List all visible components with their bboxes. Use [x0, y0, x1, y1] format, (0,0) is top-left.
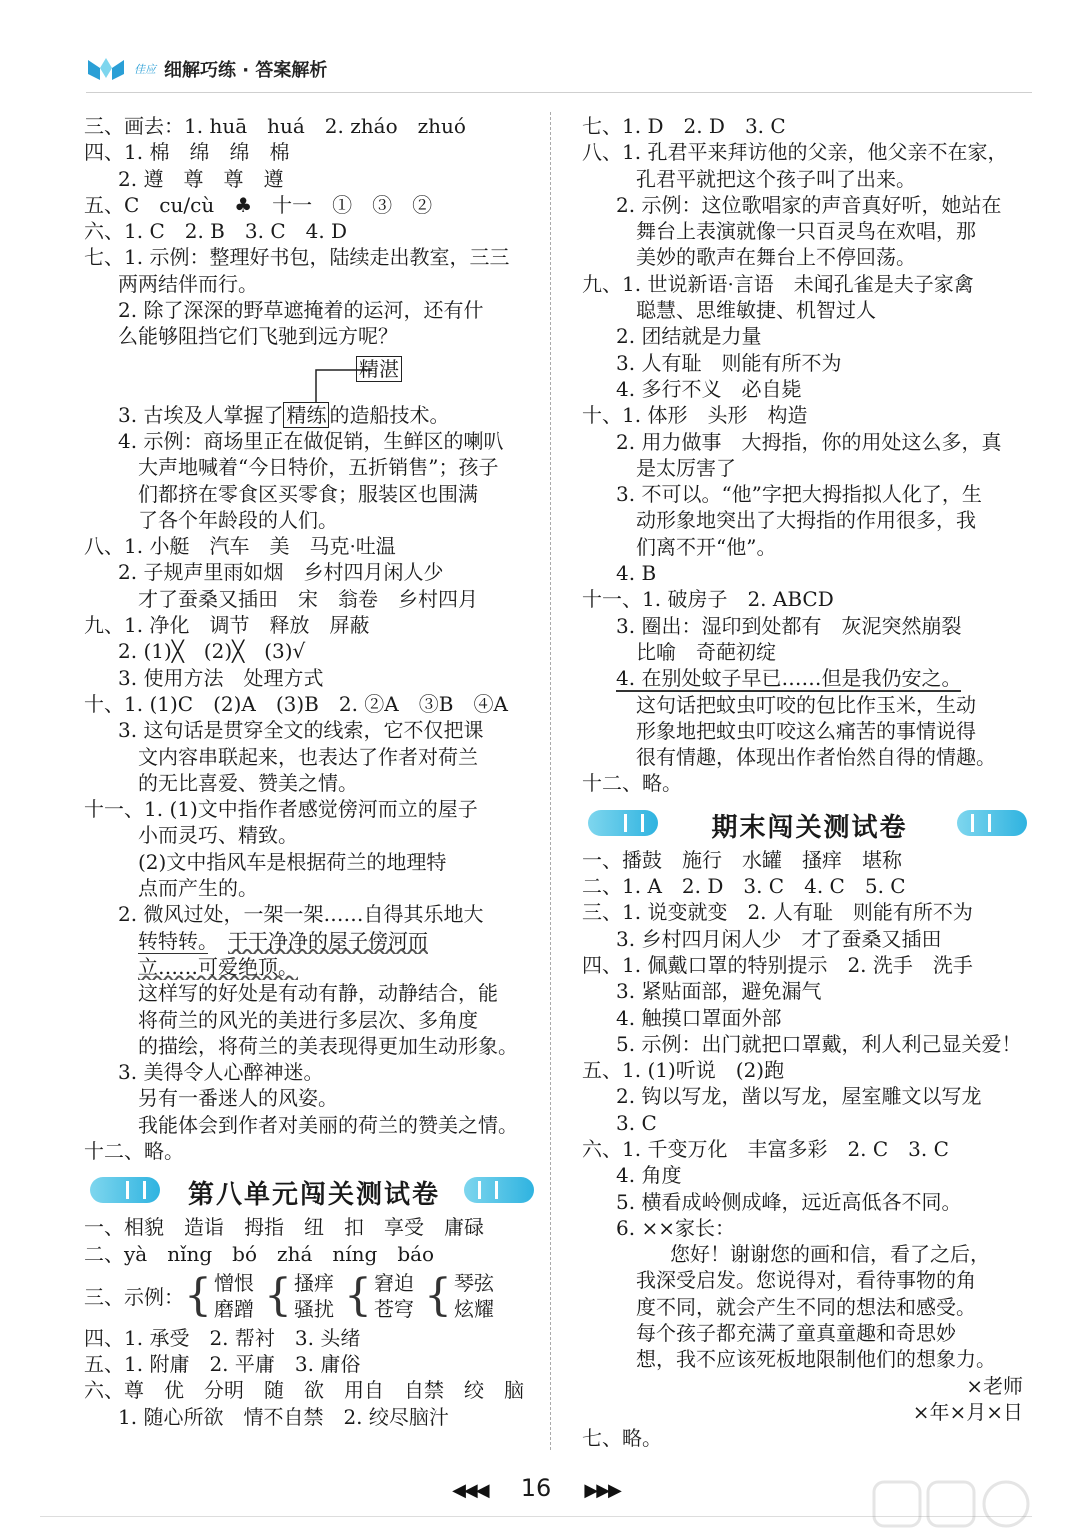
group-word: 苍穹	[374, 1296, 414, 1321]
answer-line: 另有一番迷人的风姿。	[138, 1086, 338, 1111]
answer-line: 三、1. 说变就变 2. 人有耻 则能有所不为	[582, 900, 973, 925]
answer-line	[84, 954, 544, 980]
answer-line: 们都挤在零食区买零食；服装区也围满	[138, 481, 478, 506]
answer-line: 十二、略。	[84, 1138, 184, 1163]
answer-line: 一、播鼓 施行 水罐 搔痒 堪称	[582, 847, 902, 872]
underlined-text: 4. 在别处蚊子早已……但是我仍安之。	[616, 666, 962, 691]
answer-line: 十、1. (1)C (2)A (3)B 2. ②A ③B ④A	[84, 691, 508, 716]
unit8-title: 第八单元闯关测试卷	[187, 1180, 440, 1211]
answer-line: 很有情趣，体现出作者怡然自得的情趣。	[636, 745, 996, 770]
answer-line: 么能够阻挡它们飞驰到远方呢？	[118, 324, 398, 349]
brace-icon: {	[184, 1269, 212, 1321]
answer-line: 3. 紧贴面部，避免漏气	[616, 979, 822, 1004]
answer-line: 4. 触摸口罩面外部	[616, 1005, 782, 1030]
final-exam-title: 期末闯关测试卷	[711, 812, 908, 843]
header-title: 细解巧练 · 答案解析	[164, 60, 328, 81]
word-group	[344, 1270, 414, 1322]
answer-line: 将荷兰的风光的美进行多层次、多角度	[138, 1007, 478, 1032]
answer-line: 大声地喊着“今日特价，五折销售”；孩子	[138, 455, 499, 480]
answer-line: 四、1. 佩戴口罩的特别提示 2. 洗手 洗手	[582, 952, 973, 977]
answer-line: 3. 不可以。“他”字把大拇指拟人化了，生	[616, 482, 982, 507]
answer-line: 5. 横看成岭侧成峰，远近高低各不同。	[616, 1189, 962, 1214]
answer-line: 九、1. 世说新语·言语 未闻孔雀是夫子家禽	[582, 271, 974, 296]
answer-line: 七、1. D 2. D 3. C	[582, 114, 786, 138]
answer-line: 度不同，就会产生不同的想法和感受。	[636, 1294, 976, 1319]
answer-text: 的造船技术。	[329, 402, 450, 427]
word-group	[424, 1270, 494, 1322]
answer-line: 6. ××家长：	[616, 1215, 735, 1240]
underlined-text: 转特转。	[138, 928, 208, 953]
answer-line: 2. 遵 尊 尊 遵	[118, 166, 284, 191]
answer-line: 动形象地突出了大拇指的作用很多，我	[636, 508, 976, 533]
book-logo-icon	[86, 56, 126, 82]
brand-name: 佳应	[134, 63, 156, 76]
word-groups-label: 三、示例：	[84, 1285, 184, 1310]
answer-line: 比喻 奇葩初绽	[636, 639, 776, 664]
answer-line: 两两结伴而行。	[118, 271, 258, 296]
answer-line: 这样写的好处是有动有静，动静结合，能	[138, 981, 498, 1006]
group-word: 窘迫	[374, 1270, 414, 1295]
answer-line	[84, 402, 544, 428]
prev-arrows-icon: ◀◀◀	[452, 1480, 488, 1501]
left-column	[84, 113, 544, 1430]
letter-date: ×年×月×日	[912, 1399, 1023, 1424]
answer-text: 3. 古埃及人掌握了	[118, 402, 284, 427]
answer-line: 九、1. 净化 调节 释放 屏蔽	[84, 613, 370, 638]
brace-icon: {	[344, 1269, 372, 1321]
answer-line: 4. 示例：商场里正在做促销，生鲜区的喇叭	[118, 428, 504, 453]
answer-line: 3. 乡村四月闲人少 才了蚕桑又插田	[616, 926, 942, 951]
word-group	[264, 1270, 334, 1322]
answer-line: 十、1. 体形 头形 构造	[582, 403, 808, 428]
final-exam-banner	[582, 801, 1037, 845]
watermark-logo-icon	[872, 1476, 1052, 1532]
answer-line: 孔君平就把这个孩子叫了出来。	[636, 166, 916, 191]
answer-line: 5. 示例：出门就把口罩戴，利人利己显关爱！	[616, 1031, 1022, 1056]
answer-line: 七、1. 示例：整理好书包，陆续走出教室，三三	[84, 245, 510, 270]
right-column	[582, 113, 1037, 1452]
answer-line: 八、1. 孔君平来拜访他的父亲，他父亲不在家，	[582, 140, 1008, 165]
group-word: 搔痒	[294, 1270, 334, 1295]
answer-line: 四、1. 承受 2. 帮衬 3. 头绪	[84, 1325, 361, 1350]
answer-line	[582, 665, 1037, 691]
answer-line: 2. 子规声里雨如烟 乡村四月闲人少	[118, 560, 444, 585]
word-groups-row	[84, 1267, 544, 1325]
answer-line: 4. 多行不义 必自毙	[616, 376, 802, 401]
answer-line: 七、略。	[582, 1426, 662, 1451]
answer-line: 小而灵巧、精致。	[138, 823, 298, 848]
answer-line: 六、1. 千变万化 丰富多彩 2. C 3. C	[582, 1136, 949, 1161]
answer-line: 3. 使用方法 处理方式	[118, 665, 324, 690]
answer-line	[84, 901, 544, 927]
answer-line: 二、1. A 2. D 3. C 4. C 5. C	[582, 874, 906, 899]
answer-line: 二、yà nǐng bó zhá níng báo	[84, 1241, 435, 1266]
column-divider	[550, 112, 551, 1450]
answer-line: 才了蚕桑又插田 宋 翁卷 乡村四月	[138, 586, 478, 611]
answer-line: 2. 除了深深的野草遮掩着的运河，还有什	[118, 298, 484, 323]
answer-line: 三、画去：1. huā huá 2. zháo zhuó	[84, 114, 466, 138]
group-word: 骚扰	[294, 1296, 334, 1321]
answer-line: 2. 钩以写龙，凿以写龙，屋室雕文以写龙	[616, 1084, 982, 1109]
page-number: 16	[520, 1474, 552, 1502]
brace-icon: {	[264, 1269, 292, 1321]
answer-line: 3. C	[616, 1110, 657, 1135]
answer-line: 3. 美得令人心醉神迷。	[118, 1060, 324, 1085]
header-rule	[86, 92, 1032, 93]
answer-line: 八、1. 小艇 汽车 美 马克·吐温	[84, 534, 396, 559]
wavy-underlined-text: 立……可爱绝顶。	[138, 954, 298, 979]
answer-line: 4. 角度	[616, 1163, 682, 1188]
answer-line: 这句话把蚊虫叮咬的包比作玉米，生动	[636, 692, 976, 717]
group-word: 憎恨	[214, 1270, 254, 1295]
group-word: 磨蹭	[214, 1296, 254, 1321]
answer-line: 2. 团结就是力量	[616, 324, 762, 349]
answer-line: 2. 用力做事 大拇指，你的用处这么多，真	[616, 429, 1002, 454]
answer-line: 我深受启发。您说得对，看待事物的角	[636, 1268, 976, 1293]
brace-icon: {	[424, 1269, 452, 1321]
answer-line: 形象地把蚊虫叮咬这么痛苦的事情说得	[636, 718, 976, 743]
answer-line: 一、相貌 造诣 拇指 纽 扣 享受 庸碌	[84, 1215, 484, 1240]
answer-line: 想，我不应该死板地限制他们的想象力。	[636, 1347, 996, 1372]
correction-diagram	[84, 350, 544, 402]
answer-line: 聪慧、思维敏捷、机智过人	[636, 298, 876, 323]
answer-line: 1. 随心所欲 情不自禁 2. 绞尽脑汁	[118, 1404, 449, 1429]
answer-line	[84, 928, 544, 954]
answer-line: 美妙的歌声在舞台上不停回荡。	[636, 245, 916, 270]
answer-line: 舞台上表演就像一只百灵鸟在欢唱，那	[636, 219, 976, 244]
answer-line: 是太厉害了	[636, 455, 736, 480]
answer-line: 六、1. C 2. B 3. C 4. D	[84, 219, 348, 244]
answer-line: 五、1. (1)听说 (2)跑	[582, 1058, 785, 1083]
answer-line: 的无比喜爱、赞美之情。	[138, 770, 358, 795]
boxed-word: 精练	[283, 402, 329, 428]
group-word: 炫耀	[454, 1296, 494, 1321]
answer-line: (2)文中指风车是根据荷兰的地理特	[138, 849, 447, 874]
letter-signature: ×老师	[966, 1373, 1023, 1398]
group-word: 琴弦	[454, 1270, 494, 1295]
answer-line: 点而产生的。	[138, 876, 258, 901]
answer-text: 2. 微风过处，一架一架……自得其乐地大	[118, 902, 484, 927]
answer-line: 2. 示例：这位歌唱家的声音真好听，她站在	[616, 192, 1002, 217]
answer-line: 3. 这句话是贯穿全文的线索，它不仅把课	[118, 718, 484, 743]
answer-line: 您好！谢谢您的画和信，看了之后，	[670, 1242, 990, 1267]
word-group	[184, 1270, 254, 1322]
answer-line: 4. B	[616, 561, 657, 586]
wavy-underlined-text: 干干净净的屋子傍河而	[228, 928, 428, 953]
answer-line: 十一、1. 破房子 2. ABCD	[582, 587, 834, 612]
answer-line: 五、C cu/cù ♣ 十一 ① ③ ②	[84, 192, 433, 217]
answer-line: 3. 圈出：湿印到处都有 灰泥突然崩裂	[616, 613, 962, 638]
answer-line: 十一、1. (1)文中指作者感觉傍河而立的屋子	[84, 797, 478, 822]
answer-line: 五、1. 附庸 2. 平庸 3. 庸俗	[84, 1352, 361, 1377]
answer-line: 十二、略。	[582, 771, 682, 796]
corrected-word-box: 精湛	[356, 356, 402, 382]
answer-line: 六、尊 优 分明 随 欲 用自 自禁 绞 脑	[84, 1378, 524, 1403]
answer-line: 我能体会到作者对美丽的荷兰的赞美之情。	[138, 1112, 518, 1137]
unit8-banner	[84, 1168, 544, 1212]
next-arrows-icon: ▶▶▶	[584, 1480, 620, 1501]
answer-line: 2. (1)╳ (2)╳ (3)√	[118, 639, 306, 664]
answer-line: 了各个年龄段的人们。	[138, 507, 338, 532]
page-header	[86, 54, 327, 84]
answer-line: 们离不开“他”。	[636, 534, 777, 559]
answer-line: 四、1. 棉 绵 绵 棉	[84, 140, 290, 165]
answer-line: 每个孩子都充满了童真童趣和奇思妙	[636, 1321, 956, 1346]
answer-line: 的描绘，将荷兰的美表现得更加生动形象。	[138, 1033, 518, 1058]
answer-line: 文内容串联起来，也表达了作者对荷兰	[138, 744, 478, 769]
answer-line: 3. 人有耻 则能有所不为	[616, 350, 842, 375]
